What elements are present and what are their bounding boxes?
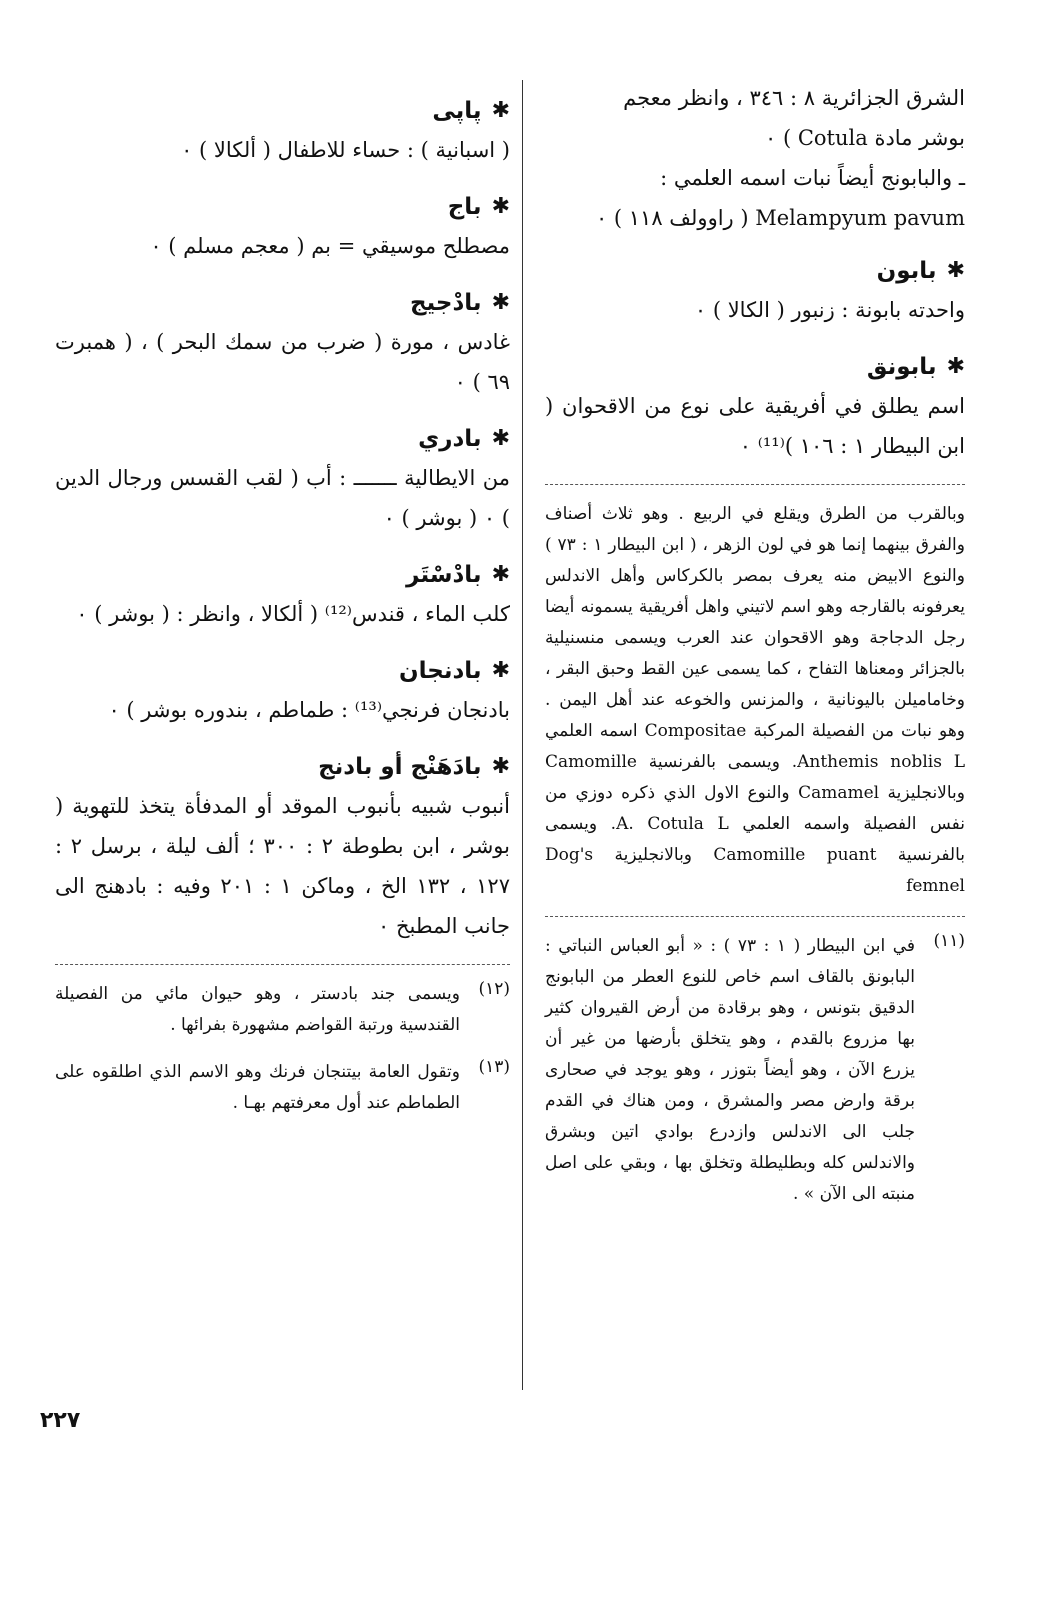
- headword: پاپی: [432, 98, 482, 124]
- column-divider: [522, 80, 523, 1390]
- entry-babun: [545, 252, 965, 330]
- definition: أنبوب شبيه بأنبوب الموقد أو المدفأة يتخذ للتهوية ( بوشر ، ابن بطوطة ٢ : ٣٠٠ ؛ ألف ليلة ، برسل ٢ : ١٢٧ ، ١٣٢ الخ ، وماكن ١ : ٢٠١ وفيه : بادهنج الى جانب المطبخ ٠: [55, 794, 510, 938]
- asterisk-icon: ✱: [491, 290, 510, 315]
- headword: بادْجيج: [409, 290, 482, 316]
- headword: بادري: [418, 426, 482, 452]
- entry-badastar: [55, 556, 510, 634]
- continuation-line: ـ والبابونج أيضاً نبات اسمه العلمي :: [660, 166, 965, 190]
- continuation-text: [545, 78, 965, 238]
- headword: باج: [447, 194, 482, 220]
- definition: اسم يطلق في أفريقية على نوع من الاقحوان ( ابن البيطار ١ : ١٠٦ )⁽¹¹⁾ ٠: [545, 394, 965, 458]
- footnote-number: (١٣): [478, 1057, 510, 1077]
- headword: بابونق: [866, 354, 937, 380]
- definition: بادنجان فرنجي⁽¹³⁾ : طماطم ، بندوره بوشر ) ٠: [108, 698, 510, 722]
- footnote-11: [545, 931, 965, 1210]
- footnote-separator: [545, 916, 965, 917]
- entry-badinjan: [55, 652, 510, 730]
- entry-badjij: [55, 284, 510, 402]
- asterisk-icon: ✱: [491, 98, 510, 123]
- footnote-text: ويسمى جند بادستر ، وهو حيوان مائي من الفصيلة القندسية ورتبة القواضم مشهورة بفرائها .: [55, 984, 460, 1035]
- asterisk-icon: ✱: [946, 258, 965, 283]
- definition: ( اسبانية ) : حساء للاطفال ( ألكالا ) ٠: [181, 138, 510, 162]
- footnote-separator: [545, 484, 965, 485]
- left-column: [55, 92, 510, 1135]
- entry-babunaq: [545, 348, 965, 466]
- footnote-13: [55, 1057, 510, 1119]
- entry-badahanj: [55, 748, 510, 946]
- footnote-text: في ابن البيطار ( ١ : ٧٣ ) : « أبو العباس النباتي : البابونق بالقاف اسم خاص للنوع العطر من البابونج الدقيق بتونس ، وهو برقادة من أرض القيروان كثير بها مزروع بالقدم ، وهو يتخلق بأرضها من غير أن يزرع الآن ، وهو أيضاً بتوزر ، وهو يوجد في صحارى برقة وارض مصر والمشرق ، ومن هناك في القدم جلب الى الاندلس وازدرع بوادي اتين وبشرق والاندلس كله وبطليطلة وتخلق بها ، وبقي على اصل منبته الى الآن » .: [545, 936, 916, 1204]
- definition: من الايطالية ـــــــ : أب ( لقب القسس ورجال الدين ) ٠ ( بوشر ) ٠: [55, 466, 510, 530]
- footnote-number: (١٢): [478, 979, 510, 999]
- entry-papi: [55, 92, 510, 170]
- definition: مصطلح موسيقي = بم ( معجم مسلم ) ٠: [150, 234, 510, 258]
- definition: كلب الماء ، قندس⁽¹²⁾ ( ألكالا ، وانظر : ( بوشر ) ٠: [76, 602, 510, 626]
- asterisk-icon: ✱: [491, 426, 510, 451]
- asterisk-icon: ✱: [946, 354, 965, 379]
- asterisk-icon: ✱: [491, 194, 510, 219]
- entry-badri: [55, 420, 510, 538]
- continuation-line: بوشر مادة Cotula ) ٠: [765, 126, 965, 150]
- headword: بابون: [876, 258, 937, 284]
- footnote-12: [55, 979, 510, 1041]
- headword: بادَهَنْج أو بادنج: [318, 754, 482, 780]
- asterisk-icon: ✱: [491, 562, 510, 587]
- continuation-line: Melampyum pavum ( راوولف ١١٨ ) ٠: [595, 206, 965, 230]
- page-number: ٢٢٧: [40, 1408, 81, 1433]
- continuation-line: الشرق الجزائرية ٨ : ٣٤٦ ، وانظر معجم: [623, 86, 965, 110]
- headword: بادْسْتَر: [406, 562, 482, 588]
- footnote-text: وتقول العامة بيتنجان فرنك وهو الاسم الذي اطلقوه على الطماطم عند أول معرفتهم بهـا .: [55, 1062, 460, 1113]
- definition: واحدته بابونة : زنبور ( الكالا ) ٠: [694, 298, 965, 322]
- definition: غادس ، مورة ( ضرب من سمك البحر ) ، ( همبرت ٦٩ ) ٠: [55, 330, 510, 394]
- footnote-separator: [55, 964, 510, 965]
- footnote-continuation: وبالقرب من الطرق ويقلع في الربيع . وهو ثلاث أصناف والفرق بينهما إنما هو في لون الزهر ، ( ابن البيطار ١ : ٧٣ ) والنوع الابيض منه يعرف بمصر بالكركاس وأهل الاندلس يعرفونه بالقارجه وهو اسم لاتيني واهل أفريقية يسمونه أيضا رجل الدجاجة وهو الاقحوان عند العرب ويسمى منسنيلية بالجزائر ومعناها التفاح ، كما يسمى عين القط وحبق البقر ، وخاماميلن باليونانية ، والمزنس والخوعه عند أهل اليمن . وهو نبات من الفصيلة المركبة Compositae اسمه العلمي Anthemis noblis L. ويسمى بالفرنسية Camomille وبالانجليزية Camamel والنوع الاول الذي ذكره دوزي من نفس الفصيلة واسمه العلمي A. Cotula L. ويسمى بالفرنسية Camomille puant وبالانجليزية Dog's femnel: [545, 504, 966, 896]
- asterisk-icon: ✱: [491, 754, 510, 779]
- entry-baj: [55, 188, 510, 266]
- footnote-number: (١١): [933, 931, 965, 951]
- headword: بادنجان: [399, 658, 482, 684]
- right-column: [545, 78, 965, 1226]
- asterisk-icon: ✱: [491, 658, 510, 683]
